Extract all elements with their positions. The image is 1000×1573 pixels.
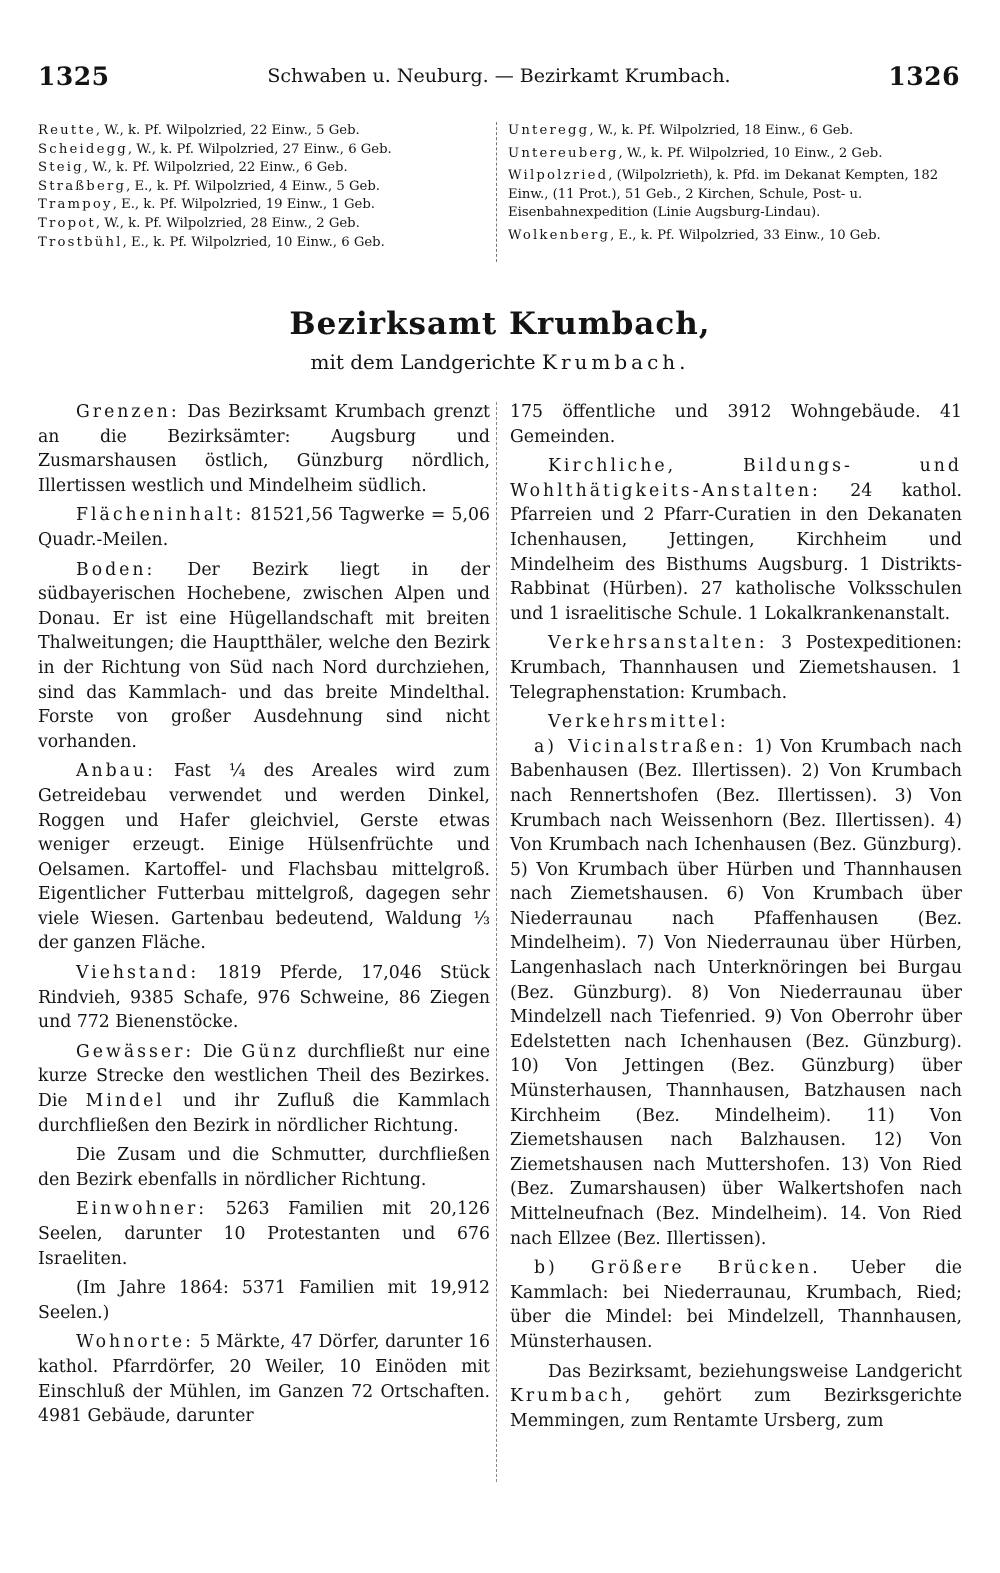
place-entry: Steig, W., k. Pf. Wilpolzried, 22 Einw., 6 Geb. bbox=[38, 160, 348, 176]
column-divider bbox=[496, 402, 497, 1482]
paragraph-grenzen: Grenzen: Das Bezirksamt Krumbach grenzt an die Bezirksämter: Augsburg und Zusmarshausen östlich, Günzburg nördlich, Illertissen westlich und Mindelheim südlich. bbox=[38, 402, 490, 496]
paragraph-anbau: Anbau: Fast ¼ des Areales wird zum Getreidebau verwendet und werden Dinkel, Roggen und Hafer gleichviel, Gerste etwas weniger erzeugt. Einige Hülsenfrüchte und Oelsamen. Kartoffel- und Flachsbau mittelgroß. Eigentlicher Futterbau mittelgroß, dagegen sehr viele Wiesen. Gartenbau bedeutend, Waldung ⅓ der ganzen Fläche. bbox=[38, 761, 490, 954]
place-list-right bbox=[508, 122, 960, 246]
paragraph-einwohner: Einwohner: 5263 Familien mit 20,126 Seelen, darunter 10 Protestanten und 676 Israeliten. bbox=[38, 1199, 490, 1269]
paragraph-continuation: 175 öffentliche und 3912 Wohngebäude. 41 Gemeinden. bbox=[510, 402, 962, 447]
page-header bbox=[38, 56, 960, 96]
paragraph-bruecken: b) Größere Brücken. Ueber die Kammlach: bei Niederraunau, Krumbach, Ried; über die Mindel: bei Mindelzell, Thannhausen, Münsterhausen. bbox=[510, 1258, 962, 1352]
paragraph-bezirksamt-zugehoerigkeit: Das Bezirksamt, beziehungsweise Landgericht Krumbach, gehört zum Bezirksgerichte Memmingen, zum Rentamte Ursberg, zum bbox=[510, 1361, 962, 1431]
paragraph-vicinalstrassen: a) Vicinalstraßen: 1) Von Krumbach nach Babenhausen (Bez. Illertissen). 2) Von Krumbach nach Rennertshofen (Bez. Illertissen). 3) Von Krumbach nach Weissenhorn (Bez. Illertissen). 4) Von Krumbach nach Ichenhausen (Bez. Günzburg). 5) Von Krumbach über Hürben und Thannhausen nach Ziemetshausen. 6) Von Krumbach über Niederraunau nach Pfaffenhausen (Bez. Mindelheim). 7) Von Niederraunau über Hürben, Langenhaslach nach Unterknöringen bei Burgau (Bez. Günzburg). 8) Von Niederraunau über Mindelzell nach Tiefenried. 9) Von Oberrohr über Edelstetten nach Ichenhausen (Bez. Günzburg). 10) Von Jettingen (Bez. Günzburg) über Münsterhausen, Thannhausen, Batzhausen nach Kirchheim (Bez. Mindelheim). 11) Von Ziemetshausen nach Balzhausen. 12) Von Ziemetshausen nach Muttershofen. 13) Von Ried (Bez. Zumarshausen) über Walkertshofen nach Mittelneufnach (Bez. Mindelheim). 14. Von Ried nach Ellzee (Bez. Illertissen). bbox=[510, 736, 962, 1249]
place-entry: Trostbühl, E., k. Pf. Wilpolzried, 10 Einw., 6 Geb. bbox=[38, 234, 385, 250]
place-entry: Trampoy, E., k. Pf. Wilpolzried, 19 Einw., 1 Geb. bbox=[38, 197, 375, 213]
paragraph-flaecheninhalt: Flächeninhalt: 81521,56 Tagwerke = 5,06 Quadr.-Meilen. bbox=[38, 505, 490, 550]
paragraph-jahr-1864: (Im Jahre 1864: 5371 Familien mit 19,912 Seelen.) bbox=[38, 1278, 490, 1323]
place-list-left bbox=[38, 122, 490, 252]
page-number-left: 1325 bbox=[38, 61, 110, 91]
text-column-left bbox=[38, 400, 490, 1434]
running-title: Schwaben u. Neuburg. — Bezirkamt Krumbach. bbox=[267, 65, 731, 87]
place-entry: Wolkenberg, E., k. Pf. Wilpolzried, 33 Einw., 10 Geb. bbox=[508, 227, 881, 243]
place-entry: Scheidegg, W., k. Pf. Wilpolzried, 27 Einw., 6 Geb. bbox=[38, 141, 392, 157]
column-divider-top bbox=[496, 122, 497, 262]
paragraph-gewaesser: Gewässer: Die Günz durchfließt nur eine kurze Strecke den westlichen Theil des Bezirkes. Die Mindel und ihr Zufluß die Kammlach durchfließen den Bezirk in nördlicher Richtung. bbox=[38, 1041, 491, 1136]
place-entry: Unteregg, W., k. Pf. Wilpolzried, 18 Einw., 6 Geb. bbox=[508, 123, 854, 138]
paragraph-kirchliche-anstalten: Kirchliche, Bildungs- und Wohlthätigkeits-Anstalten: 24 kathol. Pfarreien und 2 Pfarr-Curatien in den Dekanaten Ichenhausen, Jettingen, Kirchheim und Mindelheim des Bisthums Augsburg. 1 Distrikts-Rabbinat (Hürben). 27 katholische Volksschulen und 1 israelitische Schule. 1 Lokalkrankenanstalt. bbox=[510, 456, 962, 624]
paragraph-boden: Boden: Der Bezirk liegt in der südbayerischen Hochebene, zwischen Alpen und Donau. Er ist eine Hügellandschaft mit breiten Thalweitungen; die Hauptthäler, welche den Bezirk in der Richtung von Süd nach Nord durchziehen, sind das Kammlach- und das breite Mindelthal. Forste von großer Ausdehnung sind nicht vorhanden. bbox=[38, 559, 490, 752]
place-entry: Straßberg, E., k. Pf. Wilpolzried, 4 Einw., 5 Geb. bbox=[38, 178, 380, 194]
section-subtitle: mit dem Landgerichte Krumbach. bbox=[310, 350, 690, 374]
text-column-right bbox=[510, 400, 962, 1438]
paragraph-zusam: Die Zusam und die Schmutter, durchfließen den Bezirk ebenfalls in nördlicher Richtung. bbox=[38, 1145, 490, 1190]
place-entry: Tropot, W., k. Pf. Wilpolzried, 28 Einw., 2 Geb. bbox=[38, 215, 360, 231]
page-number-right: 1326 bbox=[888, 61, 960, 91]
place-list bbox=[38, 122, 960, 262]
paragraph-verkehrsanstalten: Verkehrsanstalten: 3 Postexpeditionen: Krumbach, Thannhausen und Ziemetshausen. 1 Telegraphenstation: Krumbach. bbox=[510, 633, 962, 703]
paragraph-wohnorte: Wohnorte: 5 Märkte, 47 Dörfer, darunter 16 kathol. Pfarrdörfer, 20 Weiler, 10 Einöden mit Einschluß der Mühlen, im Ganzen 72 Ortschaften. 4981 Gebäude, darunter bbox=[38, 1332, 490, 1427]
section-title: Bezirksamt Krumbach, bbox=[289, 306, 711, 342]
paragraph-viehstand: Viehstand: 1819 Pferde, 17,046 Stück Rindvieh, 9385 Schafe, 976 Schweine, 86 Ziegen und 772 Bienenstöcke. bbox=[38, 963, 490, 1033]
place-entry: Reutte, W., k. Pf. Wilpolzried, 22 Einw., 5 Geb. bbox=[38, 123, 360, 138]
place-entry: Untereuberg, W., k. Pf. Wilpolzried, 10 Einw., 2 Geb. bbox=[508, 145, 883, 161]
place-entry: Wilpolzried, (Wilpolzrieth), k. Pfd. im Dekanat Kempten, 182 Einw., (11 Prot.), 51 Geb., 2 Kirchen, Schule, Post- u. Eisenbahnexpedition (Linie Augsburg-Lindau). bbox=[508, 168, 939, 221]
paragraph-verkehrsmittel: Verkehrsmittel: bbox=[548, 712, 729, 733]
